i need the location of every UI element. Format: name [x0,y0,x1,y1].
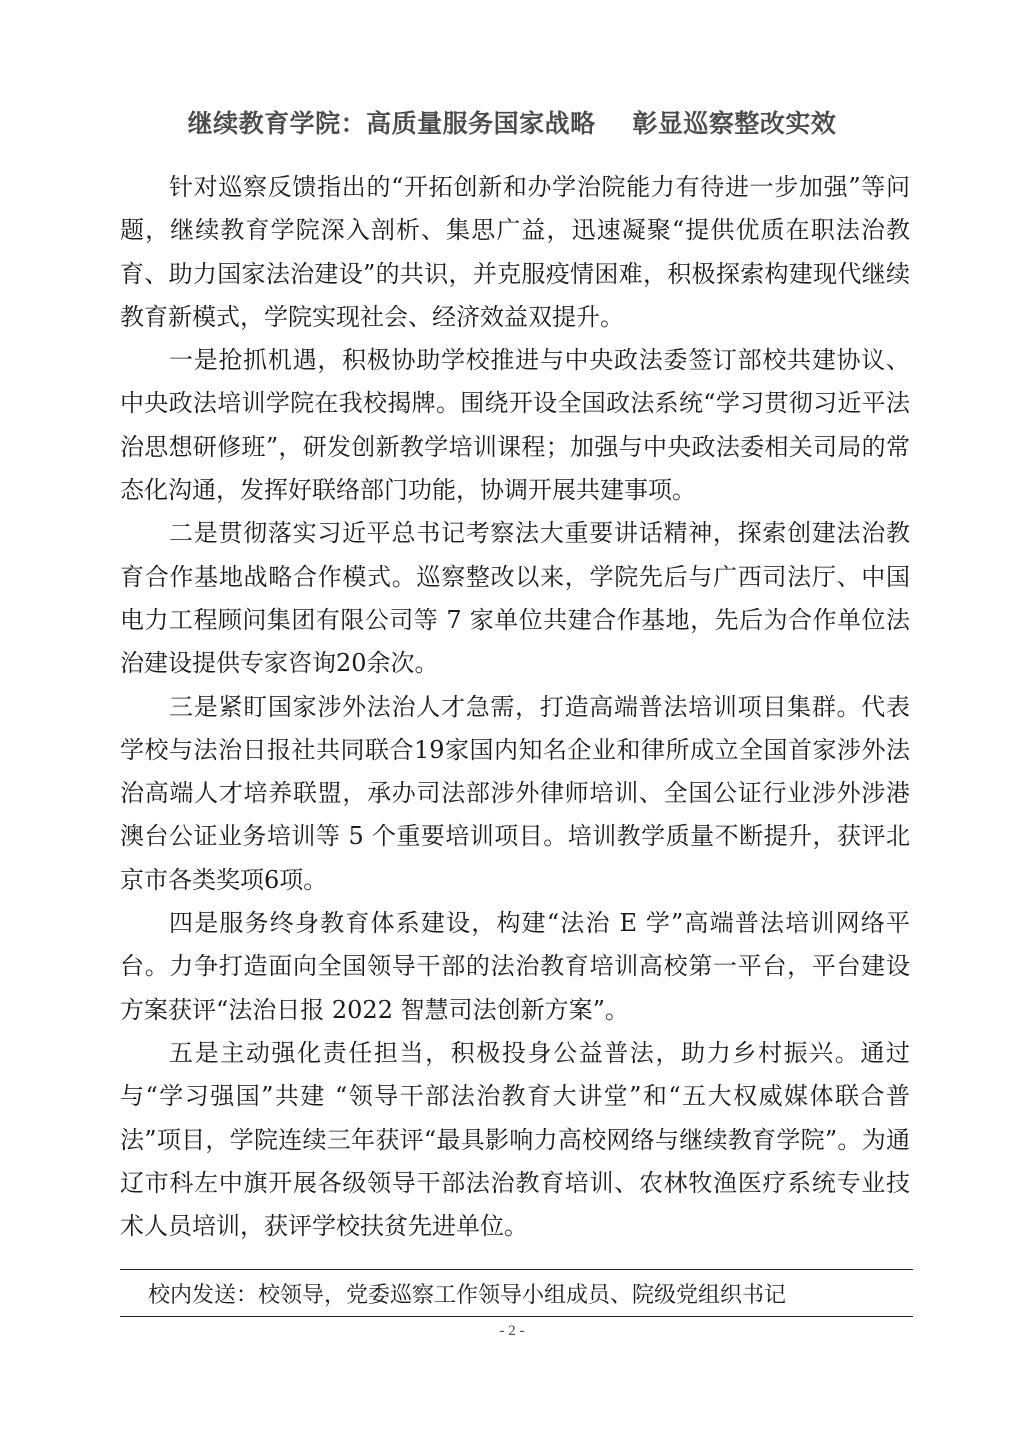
article-body [120,166,910,1248]
paragraph-item-4: 四是服务终身教育体系建设，构建“法治 E 学”高端普法培训网络平台。力争打造面向全国领导干部的法治教育培训高校第一平台，平台建设方案获评“法治日报 2022 智慧司法创新方案”。 [120,909,910,1024]
distribution-list: 校内发送：校领导，党委巡察工作领导小组成员、院级党组织书记 [148,1283,787,1308]
paragraph-intro: 针对巡察反馈指出的“开拓创新和办学治院能力有待进一步加强”等问题，继续教育学院深入剖析、集思广益，迅速凝聚“提供优质在职法治教育、助力国家法治建设”的共识，并克服疫情困难，积极探索构建现代继续教育新模式，学院实现社会、经济效益双提升。 [120,173,910,331]
footer-divider-top [120,1269,913,1270]
paragraph-item-2: 二是贯彻落实习近平总书记考察法大重要讲话精神，探索创建法治教育合作基地战略合作模式。巡察整改以来，学院先后与广西司法厅、中国电力工程顾问集团有限公司等 7 家单位共建合作基地，先后为合作单位法治建设提供专家咨询20余次。 [120,519,910,678]
paragraph-item-3: 三是紧盯国家涉外法治人才急需，打造高端普法培训项目集群。代表学校与法治日报社共同联合19家国内知名企业和律所成立全国首家涉外法治高端人才培养联盟，承办司法部涉外律师培训、全国公证行业涉外涉港澳台公证业务培训等 5 个重要培训项目。培训教学质量不断提升，获评北京市各类奖项6项。 [120,692,910,894]
footer-divider-bottom [120,1316,913,1317]
page-number: - 2 - [499,1323,525,1339]
paragraph-item-1: 一是抢抓机遇，积极协助学校推进与中央政法委签订部校共建协议、中央政法培训学院在我校揭牌。围绕开设全国政法系统“学习贯彻习近平法治思想研修班”，研发创新教学培训课程；加强与中央政法委相关司局的常态化沟通，发挥好联络部门功能，协调开展共建事项。 [120,346,910,505]
paragraph-item-5: 五是主动强化责任担当，积极投身公益普法，助力乡村振兴。通过与“学习强国”共建 “领导干部法治教育大讲堂”和“五大权威媒体联合普法”项目，学院连续三年获评“最具影响力高校网络与继续教育学院”。为通辽市科左中旗开展各级领导干部法治教育培训、农林牧渔医疗系统专业技术人员培训，获评学校扶贫先进单位。 [120,1038,910,1241]
page-title: 继续教育学院：高质量服务国家战略 彰显巡察整改实效 [187,109,837,138]
